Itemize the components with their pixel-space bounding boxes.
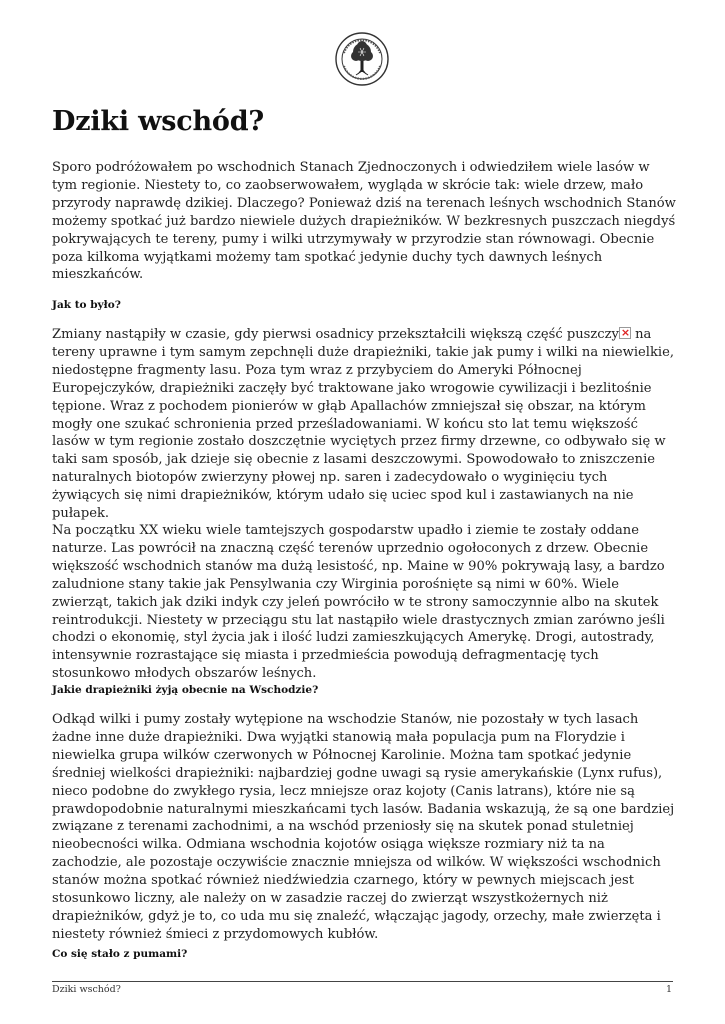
tree-seal-icon (334, 31, 390, 87)
section-heading-predators: Jakie drapieżniki żyją obecnie na Wschodzie? (52, 684, 319, 696)
broken-image-icon (619, 327, 631, 339)
history-paragraph-1-start: Zmiany nastąpiły w czasie, gdy pierwsi osadnicy przekształcili większą część puszczy (52, 327, 619, 342)
logo (334, 31, 390, 87)
article-title: Dziki wschód? (52, 106, 264, 137)
history-paragraph-1-rest: na tereny uprawne i tym samym zepchnęli duże drapieżniki, takie jak pumy i wilki na niewielkie, niedostępne fragmenty lasu. Poza tym wraz z przybyciem do Ameryki Północnej Europejczyków, drapieżniki zaczęły być traktowane jako wrogowie cywilizacji i bezlitośnie tępione. Wraz z pochodem pionierów w głąb Apallachów zmniejszał się obszar, na którym mogły one szukać schronienia przed prześladowaniami. W końcu sto lat temu większość lasów w tym regionie zostało doszczętnie wyciętych przez firmy drzewne, co odbywało się w taki sam sposób, jak dzieje się obecnie z lasami deszczowymi. Spowodowało to zniszczenie naturalnych biotopów zwierzyny płowej np. saren i zadecydowało o wyginięciu tych żywiących się nimi drapieżników, którym udało się uciec spod kul i zastawianych na nie pułapek. (52, 327, 675, 522)
footer-divider (52, 981, 673, 982)
predators-paragraph: Odkąd wilki i pumy zostały wytępione na wschodzie Stanów, nie pozostały w tych lasach żadne inne duże drapieżniki. Dwa wyjątki stanowią mała populacja pum na Florydzie i niewielka grupa wilków czerwonych w Północnej Karolinie. Można tam spotkać jedynie średniej wielkości drapieżniki: najbardziej godne uwagi są rysie amerykańskie (Lynx rufus), nieco podobne do zwykłego rysia, lecz mniejsze oraz kojoty (Canis latrans), które nie są prawdopodobnie naturalnymi mieszkańcami tych lasów. Badania wskazują, że są one bardziej związane z terenami zachodnimi, a na wschód przeniosły się na skutek ponad stuletniej nieobecności wilka. Odmiana wschodnia kojotów osiąga większe rozmiary niż ta na zachodzie, ale pozostaje oczywiście znacznie mniejsza od wilków. W większości wschodnich stanów można spotkać również niedźwiedzia czarnego, który w pewnych miejscach jest stosunkowo liczny, ale należy on w zasadzie raczej do zwierząt wszystkożernych niż drapieżników, gdyż je to, co uda mu się znaleźć, włączając jagody, orzechy, małe zwierzęta i niestety również śmieci z przydomowych kubłów. (52, 712, 675, 942)
intro-paragraph: Sporo podróżowałem po wschodnich Stanach Zjednoczonych i odwiedziłem wiele lasów w tym regionie. Niestety to, co zaobserwowałem, wygląda w skrócie tak: wiele drzew, mało przyrody naprawdę dzikiej. Dlaczego? Ponieważ dziś na terenach leśnych wschodnich Stanów możemy spotkać już bardzo niewiele dużych drapieżników. W bezkresnych puszczach niegdyś pokrywających te tereny, pumy i wilki utrzymywały w przyrodzie stan równowagi. Obecnie poza kilkoma wyjątkami możemy tam spotkać jedynie duchy tych dawnych leśnych mieszkańców. (52, 160, 676, 283)
section-heading-pumas: Co się stało z pumami? (52, 948, 188, 960)
history-paragraph-1 (52, 326, 677, 523)
footer-page-number: 1 (665, 984, 672, 995)
footer-title: Dziki wschód? (52, 984, 121, 995)
section-heading-history: Jak to było? (52, 299, 121, 311)
history-paragraph-2: Na początku XX wieku wiele tamtejszych gospodarstw upadło i ziemie te zostały oddane naturze. Las powrócił na znaczną część terenów uprzednio ogołoconych z drzew. Obecnie większość wschodnich stanów ma dużą lesistość, np. Maine w 90% pokrywają lasy, a bardzo zaludnione stany takie jak Pensylwania czy Wirginia porośnięte są nimi w 60%. Wiele zwierząt, takich jak dziki indyk czy jeleń powróciło w te strony samoczynnie albo na skutek reintrodukcji. Niestety w przeciągu stu lat nastąpiło wiele drastycznych zmian zarówno jeśli chodzi o ekonomię, styl życia jak i ilość ludzi zamieszkujących Amerykę. Drogi, autostrady, intensywnie rozrastające się miasta i przedmieścia powodują defragmentację tych stosunkowo młodych obszarów leśnych. (52, 523, 665, 682)
